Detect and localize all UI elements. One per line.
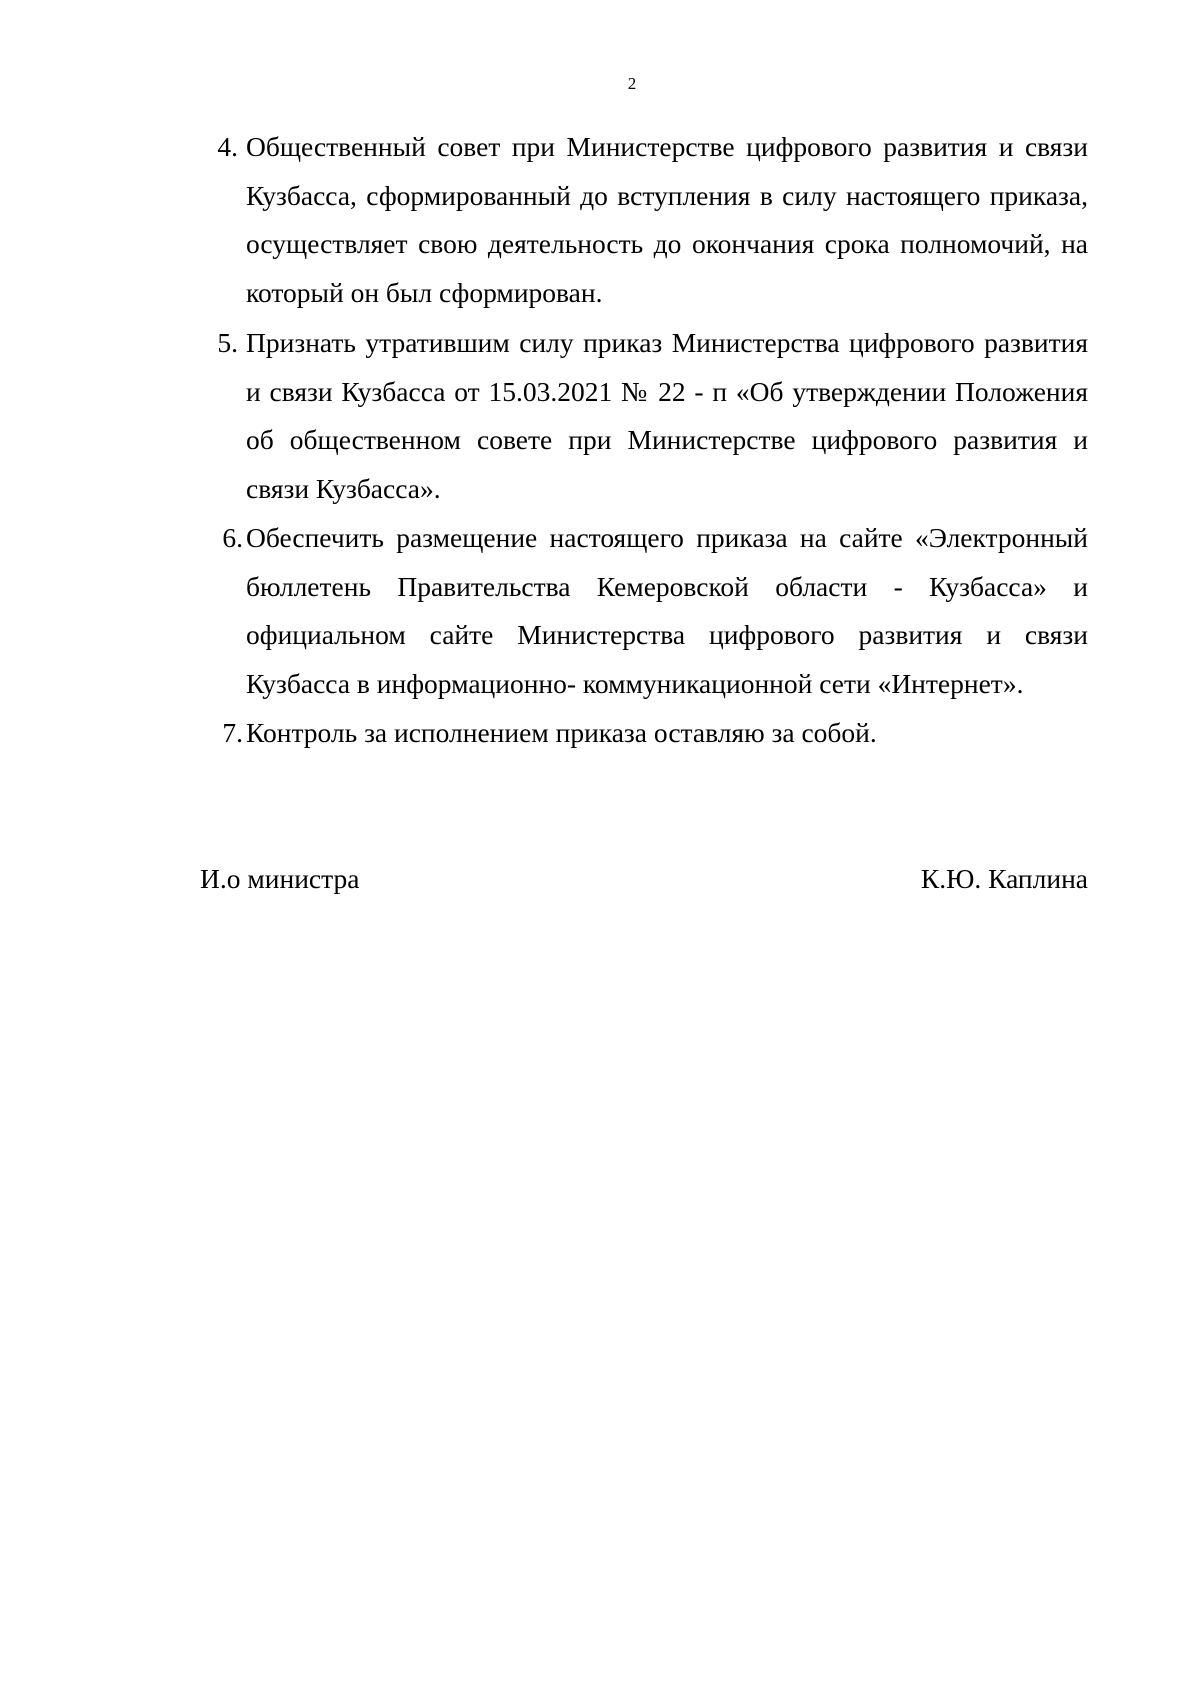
list-item [208, 123, 1088, 317]
item-number: 6. [222, 522, 243, 553]
list-item [208, 319, 1088, 513]
list-item [208, 709, 1088, 758]
item-text: Общественный совет при Министерстве цифрового развития и связи Кузбасса, сформированный до вступления в силу настоящего приказа, осуществляет свою деятельность до окончания срока полномочий, на который он был сформирован. [246, 131, 1088, 308]
item-text: Признать утратившим силу приказ Министерства цифрового развития и связи Кузбасса от 15.03.2021 № 22 - п «Об утверждении Положения об общественном совете при Министерстве цифрового развития и связи Кузбасса». [246, 327, 1088, 504]
item-number: 7. [222, 717, 243, 748]
signatory-position: И.о министра [200, 863, 360, 894]
item-number: 4. [217, 131, 238, 162]
page-number: 2 [627, 74, 637, 93]
list-item [208, 514, 1088, 708]
signatory-name: К.Ю. Каплина [920, 863, 1088, 894]
item-number: 5. [217, 327, 238, 358]
item-text: Обеспечить размещение настоящего приказа на сайте «Электронный бюллетень Правительства Кемеровской области - Кузбасса» и официальном сайте Министерства цифрового развития и связи Кузбасса в информационно- коммуникационной сети «Интернет». [246, 522, 1088, 699]
item-text: Контроль за исполнением приказа оставляю за собой. [246, 717, 877, 748]
